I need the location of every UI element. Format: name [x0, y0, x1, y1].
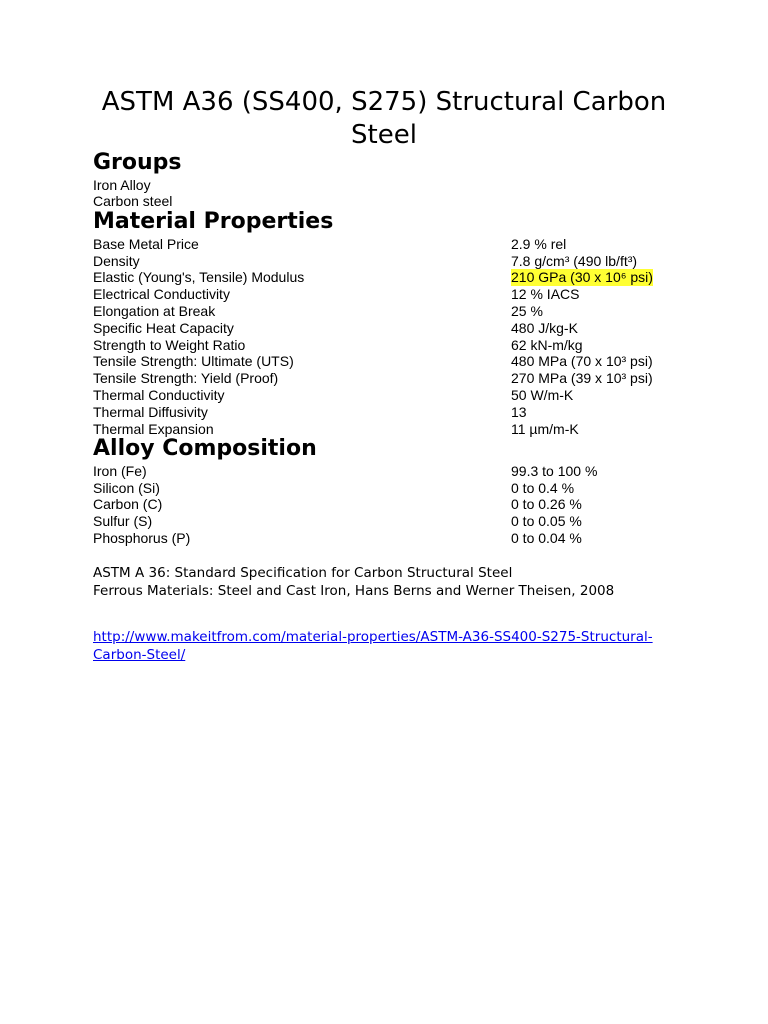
element-name: Phosphorus (P) — [93, 530, 191, 546]
group-item: Carbon steel — [93, 193, 173, 209]
property-row — [93, 253, 693, 270]
property-row — [93, 269, 693, 286]
element-range: 0 to 0.05 % — [511, 513, 582, 529]
element-name: Iron (Fe) — [93, 463, 147, 479]
property-value: 480 MPa (70 x 10³ psi) — [511, 353, 653, 369]
property-name: Electrical Conductivity — [93, 286, 230, 302]
property-row — [93, 404, 693, 421]
property-value: 62 kN-m/kg — [511, 337, 583, 353]
composition-row — [93, 496, 693, 513]
element-range: 99.3 to 100 % — [511, 463, 598, 479]
element-range: 0 to 0.04 % — [511, 530, 582, 546]
property-row — [93, 236, 693, 253]
property-value: 13 — [511, 404, 527, 420]
highlighted-property-value: 210 GPa (30 x 10⁶ psi) — [511, 269, 653, 285]
reference-text: Ferrous Materials: Steel and Cast Iron, Hans Berns and Werner Theisen, 2008 — [93, 583, 615, 599]
property-name: Thermal Diffusivity — [93, 404, 208, 420]
reference-text: ASTM A 36: Standard Specification for Carbon Structural Steel — [93, 565, 513, 581]
property-row — [93, 320, 693, 337]
element-name: Silicon (Si) — [93, 480, 160, 496]
property-row — [93, 303, 693, 320]
property-value: 12 % IACS — [511, 286, 580, 302]
property-name: Density — [93, 253, 140, 269]
composition-row — [93, 513, 693, 530]
property-name: Tensile Strength: Yield (Proof) — [93, 370, 279, 386]
property-row — [93, 337, 693, 354]
property-name: Strength to Weight Ratio — [93, 337, 246, 353]
composition-row — [93, 530, 693, 547]
property-name: Elastic (Young's, Tensile) Modulus — [93, 269, 305, 285]
element-range: 0 to 0.26 % — [511, 496, 582, 512]
alloy-composition-heading: Alloy Composition — [93, 436, 317, 461]
element-name: Carbon (C) — [93, 496, 163, 512]
property-name: Specific Heat Capacity — [93, 320, 234, 336]
groups-heading: Groups — [93, 150, 182, 175]
property-name: Elongation at Break — [93, 303, 216, 319]
property-name: Thermal Conductivity — [93, 387, 225, 403]
property-value: 7.8 g/cm³ (490 lb/ft³) — [511, 253, 638, 269]
property-value: 25 % — [511, 303, 543, 319]
source-link[interactable]: http://www.makeitfrom.com/material-properties/ASTM-A36-SS400-S275-Structural-Carbon-Steel/ — [93, 629, 653, 663]
property-name: Base Metal Price — [93, 236, 199, 252]
property-value: 480 J/kg-K — [511, 320, 578, 336]
composition-row — [93, 480, 693, 497]
property-value: 270 MPa (39 x 10³ psi) — [511, 370, 653, 386]
property-row — [93, 353, 693, 370]
property-value: 50 W/m-K — [511, 387, 574, 403]
property-row — [93, 286, 693, 303]
property-name: Thermal Expansion — [93, 421, 214, 437]
composition-row — [93, 463, 693, 480]
group-item: Iron Alloy — [93, 177, 151, 193]
element-range: 0 to 0.4 % — [511, 480, 575, 496]
property-value: 2.9 % rel — [511, 236, 567, 252]
property-value: 11 µm/m-K — [511, 421, 579, 437]
property-row — [93, 387, 693, 404]
material-properties-heading: Material Properties — [93, 209, 334, 234]
element-name: Sulfur (S) — [93, 513, 153, 529]
property-row — [93, 370, 693, 387]
document-title: ASTM A36 (SS400, S275) Structural Carbon Steel — [101, 87, 667, 150]
property-name: Tensile Strength: Ultimate (UTS) — [93, 353, 294, 369]
